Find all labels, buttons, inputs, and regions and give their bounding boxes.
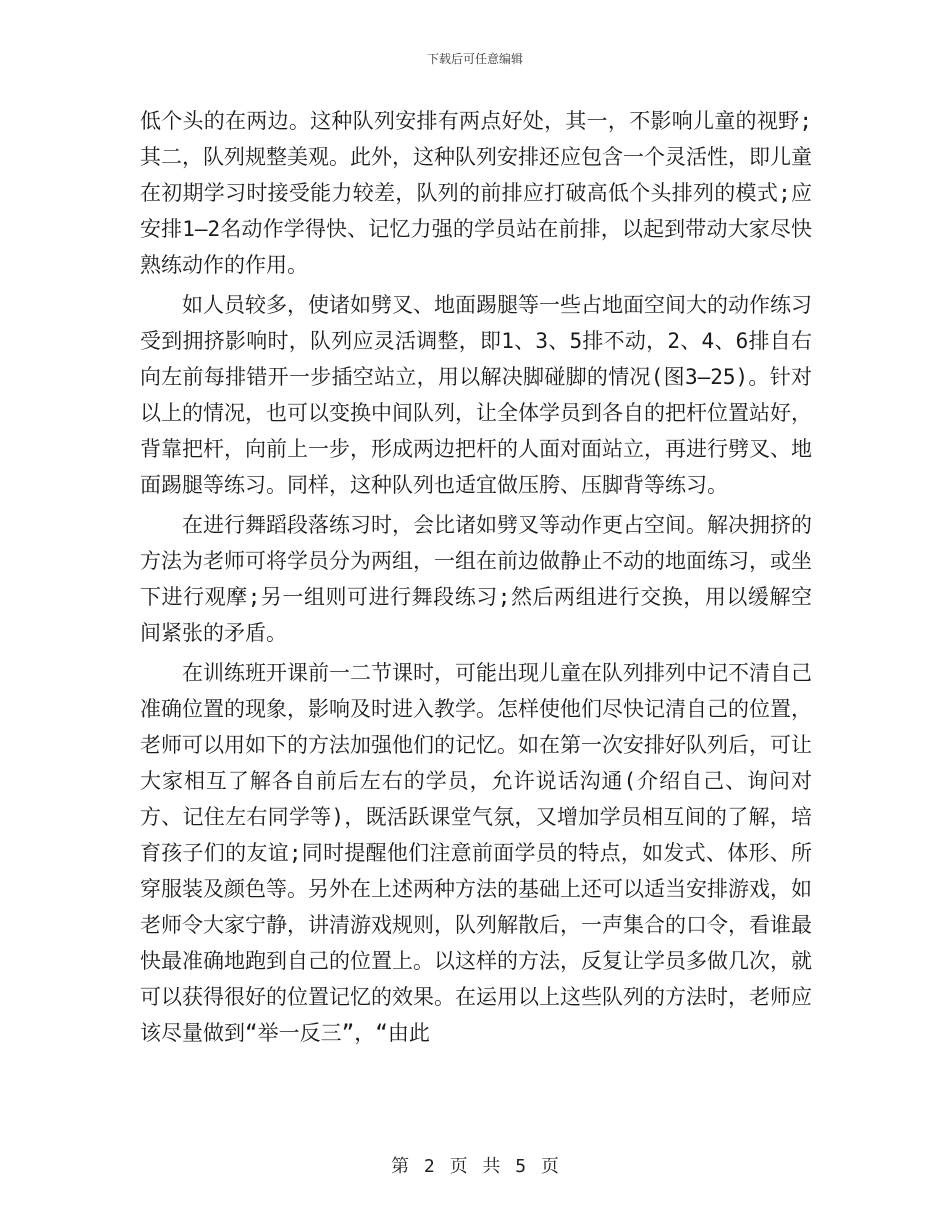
paragraph-4: 在训练班开课前一二节课时，可能出现儿童在队列排列中记不清自己准确位置的现象，影响及时进入教学。怎样使他们尽快记清自己的位置，老师可以用如下的方法加强他们的记忆。如在第一次安排好队列后，可让大家相互了解各自前后左右的学员，允许说话沟通(介绍自己、询问对方、记住左右同学等)，既活跃课堂气氛，又增加学员相互间的了解，培育孩子们的友谊;同时提醒他们注意前面学员的特点，如发式、体形、所穿服装及颜色等。另外在上述两种方法的基础上还可以适当安排游戏，如老师令大家宁静，讲清游戏规则，队列解散后，一声集合的口令，看谁最快最准确地跑到自己的位置上。以这样的方法，反复让学员多做几次，就可以获得很好的位置记忆的效果。在运用以上这些队列的方法时，老师应该尽量做到“举一反三”，“由此 xyxy=(140,661,812,1045)
page-footer: 第 2 页 共 5 页 xyxy=(391,1156,559,1177)
paragraph-1: 低个头的在两边。这种队列安排有两点好处，其一，不影响儿童的视野;其二，队列规整美观。此外，这种队列安排还应包含一个灵活性，即儿童在初期学习时接受能力较差，队列的前排应打破高低个头排列的模式;应安排1—2名动作学得快、记忆力强的学员站在前排，以起到带动大家尽快熟练动作的作用。 xyxy=(140,109,812,277)
page-header: 下载后可任意编辑 xyxy=(426,52,523,66)
paragraph-2: 如人员较多，使诸如劈叉、地面踢腿等一些占地面空间大的动作练习受到拥挤影响时，队列应灵活调整，即1、3、5排不动，2、4、6排自右向左前每排错开一步插空站立，用以解决脚碰脚的情况(图3—25)。针对以上的情况，也可以变换中间队列，让全体学员到各自的把杆位置站好，背靠把杆，向前上一步，形成两边把杆的人面对面站立，再进行劈叉、地面踢腿等练习。同样，这种队列也适宜做压胯、压脚背等练习。 xyxy=(140,293,812,497)
paragraph-3: 在进行舞蹈段落练习时，会比诸如劈叉等动作更占空间。解决拥挤的方法为老师可将学员分为两组，一组在前边做静止不动的地面练习，或坐下进行观摩;另一组则可进行舞段练习;然后两组进行交换，用以缓解空间紧张的矛盾。 xyxy=(140,513,812,645)
body-text xyxy=(140,103,812,1055)
